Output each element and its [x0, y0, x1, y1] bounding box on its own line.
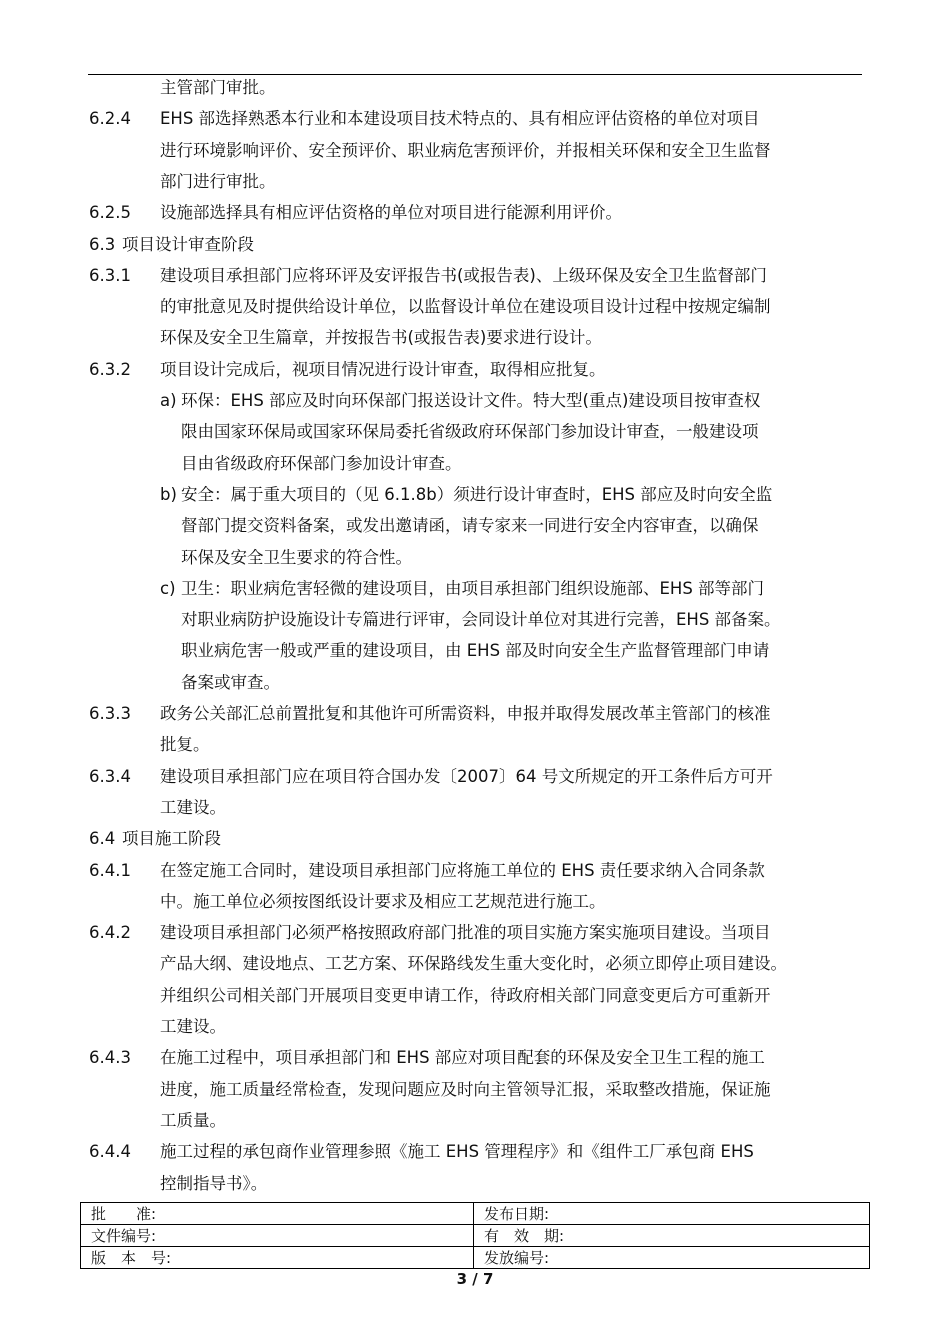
paragraph-line: 环保及安全卫生篇章，并按报告书(或报告表)要求进行设计。 [160, 328, 602, 347]
paragraph-line: 部门进行审批。 [160, 172, 276, 191]
section-number: 6.4.1 [89, 861, 131, 880]
paragraph-line: 对职业病防护设施设计专篇进行评审，会同设计单位对其进行完善，EHS 部备案。 [181, 610, 781, 629]
paragraph-line: 控制指导书》。 [160, 1174, 268, 1193]
section-number: 6.4 [89, 829, 116, 848]
paragraph-line: 督部门提交资料备案，或发出邀请函，请专家来一同进行安全内容审查，以确保 [181, 516, 759, 535]
version-cell: 版 本 号: [81, 1247, 474, 1269]
list-marker: b) [160, 485, 177, 504]
section-heading: 项目设计审查阶段 [122, 235, 254, 254]
paragraph-line: 备案或审查。 [181, 673, 280, 692]
paragraph-line: 施工过程的承包商作业管理参照《施工 EHS 管理程序》和《组件工厂承包商 EHS [160, 1142, 754, 1161]
paragraph-line: 安全：属于重大项目的（见 6.1.8b）须进行设计审查时，EHS 部应及时向安全监 [181, 485, 773, 504]
paragraph-line: 设施部选择具有相应评估资格的单位对项目进行能源利用评价。 [160, 203, 622, 222]
section-number: 6.2.4 [89, 109, 131, 128]
paragraph-line: 进度，施工质量经常检查，发现问题应及时向主管领导汇报，采取整改措施，保证施 [160, 1080, 771, 1099]
page-indicator: 3 / 7 [456, 1270, 494, 1288]
section-number: 6.4.2 [89, 923, 131, 942]
footer-row [81, 1203, 870, 1225]
section-number: 6.3.1 [89, 266, 131, 285]
section-number: 6.3.4 [89, 767, 131, 786]
release-date-cell: 发布日期: [474, 1203, 870, 1225]
paragraph-line: 职业病危害一般或严重的建设项目，由 EHS 部及时向安全生产监督管理部门申请 [181, 641, 770, 660]
paragraph-line: 进行环境影响评价、安全预评价、职业病危害预评价，并报相关环保和安全卫生监督 [160, 141, 771, 160]
paragraph-line: 建设项目承担部门必须严格按照政府部门批准的项目实施方案实施项目建设。当项目 [160, 923, 771, 942]
paragraph-line: 在施工过程中，项目承担部门和 EHS 部应对项目配套的环保及安全卫生工程的施工 [160, 1048, 765, 1067]
paragraph-line: 在签定施工合同时，建设项目承担部门应将施工单位的 EHS 责任要求纳入合同条款 [160, 861, 765, 880]
footer-row [81, 1225, 870, 1247]
paragraph-line: 环保：EHS 部应及时向环保部门报送设计文件。特大型(重点)建设项目按审查权 [181, 391, 761, 410]
validity-cell: 有 效 期: [474, 1225, 870, 1247]
header-rule [88, 74, 862, 75]
paragraph-line: 产品大纲、建设地点、工艺方案、环保路线发生重大变化时，必须立即停止项目建设。 [160, 954, 787, 973]
issue-number-cell: 发放编号: [474, 1247, 870, 1269]
paragraph-line: 限由国家环保局或国家环保局委托省级政府环保部门参加设计审查，一般建设项 [181, 422, 759, 441]
paragraph-line: 项目设计完成后，视项目情况进行设计审查，取得相应批复。 [160, 360, 606, 379]
footer-table [80, 1202, 870, 1269]
section-number: 6.3.2 [89, 360, 131, 379]
paragraph-line: EHS 部选择熟悉本行业和本建设项目技术特点的、具有相应评估资格的单位对项目 [160, 109, 760, 128]
footer-row [81, 1247, 870, 1269]
section-number: 6.4.3 [89, 1048, 131, 1067]
section-number: 6.4.4 [89, 1142, 131, 1161]
paragraph-line: 批复。 [160, 735, 210, 754]
approve-cell: 批 准: [81, 1203, 474, 1225]
paragraph-line: 卫生：职业病危害轻微的建设项目，由项目承担部门组织设施部、EHS 部等部门 [181, 579, 765, 598]
paragraph-line: 并组织公司相关部门开展项目变更申请工作，待政府相关部门同意变更后方可重新开 [160, 986, 771, 1005]
paragraph-line: 的审批意见及时提供给设计单位，以监督设计单位在建设项目设计过程中按规定编制 [160, 297, 771, 316]
paragraph-line: 目由省级政府环保部门参加设计审查。 [181, 454, 462, 473]
doc-number-cell: 文件编号: [81, 1225, 474, 1247]
section-heading: 项目施工阶段 [122, 829, 221, 848]
section-number: 6.3 [89, 235, 116, 254]
paragraph-line: 建设项目承担部门应将环评及安评报告书(或报告表)、上级环保及安全卫生监督部门 [160, 266, 767, 285]
paragraph-line: 工建设。 [160, 798, 226, 817]
section-number: 6.2.5 [89, 203, 131, 222]
list-marker: a) [160, 391, 177, 410]
section-number: 6.3.3 [89, 704, 131, 723]
paragraph-line: 建设项目承担部门应在项目符合国办发〔2007〕64 号文所规定的开工条件后方可开 [160, 767, 773, 786]
paragraph-line: 工质量。 [160, 1111, 226, 1130]
paragraph-line: 环保及安全卫生要求的符合性。 [181, 548, 412, 567]
paragraph-line: 工建设。 [160, 1017, 226, 1036]
paragraph-line: 主管部门审批。 [160, 78, 276, 97]
paragraph-line: 政务公关部汇总前置批复和其他许可所需资料，申报并取得发展改革主管部门的核准 [160, 704, 771, 723]
paragraph-line: 中。施工单位必须按图纸设计要求及相应工艺规范进行施工。 [160, 892, 606, 911]
list-marker: c) [160, 579, 176, 598]
